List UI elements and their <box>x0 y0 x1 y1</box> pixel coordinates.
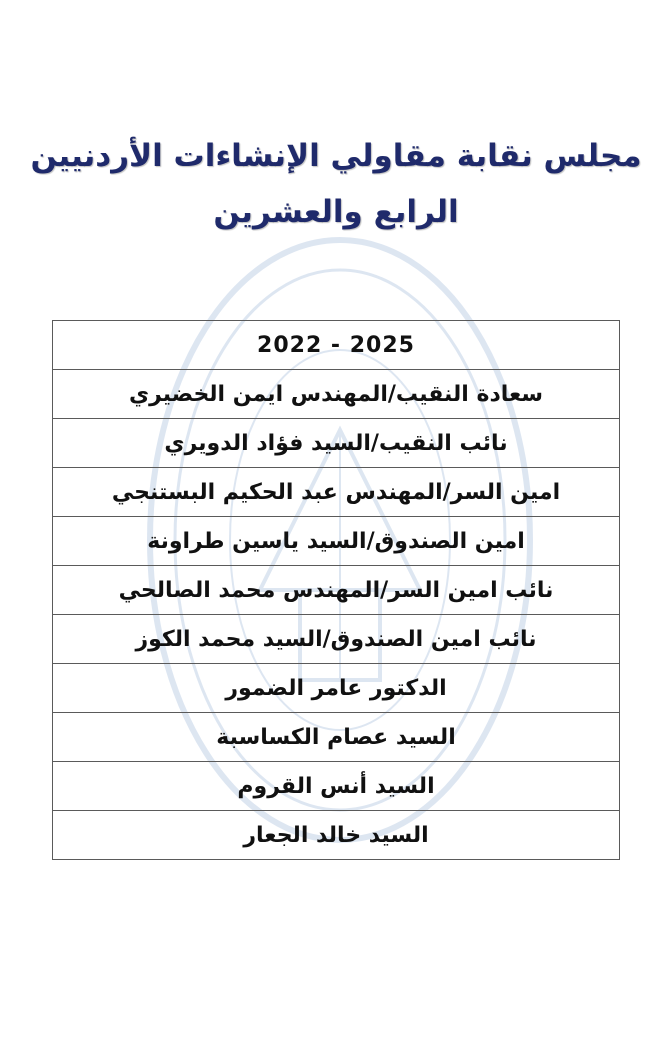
council-title-line-1: مجلس نقابة مقاولي الإنشاءات الأردنيين <box>30 138 642 174</box>
member-cell: الدكتور عامر الضمور <box>53 664 620 713</box>
term-cell: 2022 - 2025 <box>53 321 620 370</box>
member-cell: السيد أنس القروم <box>53 762 620 811</box>
term-row <box>53 321 620 370</box>
table-row <box>53 517 620 566</box>
council-title <box>0 128 672 240</box>
council-title-line-2: الرابع والعشرين <box>213 194 459 230</box>
table-row <box>53 419 620 468</box>
table-row <box>53 566 620 615</box>
table-row <box>53 811 620 860</box>
member-cell: نائب امين الصندوق/السيد محمد الكوز <box>53 615 620 664</box>
member-cell: نائب امين السر/المهندس محمد الصالحي <box>53 566 620 615</box>
table-row <box>53 664 620 713</box>
table-row <box>53 762 620 811</box>
member-cell: امين السر/المهندس عبد الحكيم البستنجي <box>53 468 620 517</box>
table-row <box>53 370 620 419</box>
table-row <box>53 615 620 664</box>
member-cell: نائب النقيب/السيد فؤاد الدويري <box>53 419 620 468</box>
table-row <box>53 713 620 762</box>
council-members-table <box>52 320 620 860</box>
member-cell: السيد خالد الجعار <box>53 811 620 860</box>
member-cell: سعادة النقيب/المهندس ايمن الخضيري <box>53 370 620 419</box>
table-row <box>53 468 620 517</box>
member-cell: امين الصندوق/السيد ياسين طراونة <box>53 517 620 566</box>
member-cell: السيد عصام الكساسبة <box>53 713 620 762</box>
